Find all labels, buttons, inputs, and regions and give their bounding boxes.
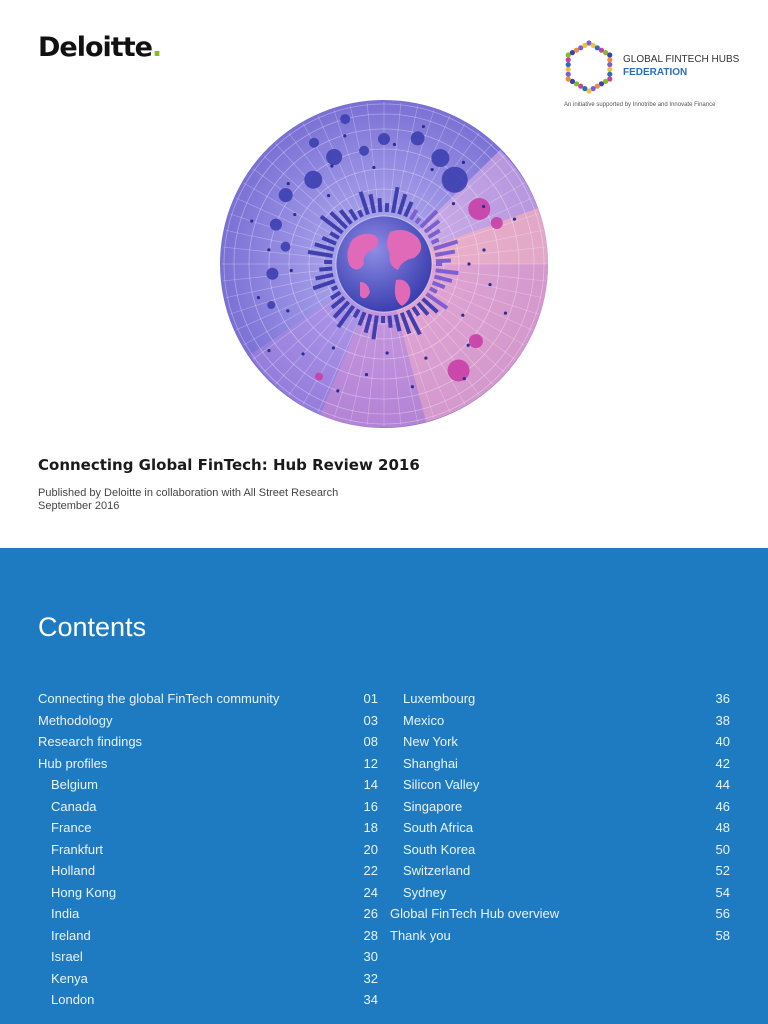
toc-item-label: Belgium (51, 777, 98, 792)
toc-item-label: Israel (51, 949, 83, 964)
toc-item-page: 58 (715, 927, 730, 943)
toc-item-page: 48 (715, 820, 730, 835)
partner-name-line2: FEDERATION (623, 67, 688, 78)
published-by: Published by Deloitte in collaboration with All Street Research (38, 487, 339, 499)
toc-item-page: 50 (715, 841, 730, 857)
toc-left-column (38, 688, 378, 1011)
toc-item-label: Frankfurt (51, 841, 104, 857)
toc-item-page: 08 (363, 734, 378, 749)
toc-item-page: 56 (715, 906, 730, 921)
publication-date: September 2016 (38, 500, 120, 512)
toc-item[interactable] (38, 753, 378, 775)
toc-item[interactable] (390, 817, 730, 839)
toc-item-label: Methodology (38, 712, 113, 728)
toc-item-page: 34 (363, 992, 378, 1007)
toc-item-page: 54 (715, 884, 730, 900)
toc-item-page: 32 (363, 970, 378, 986)
toc-item[interactable] (38, 989, 378, 1011)
toc-item[interactable] (38, 688, 378, 710)
toc-item-label: Sydney (403, 884, 447, 900)
toc-item-label: Research findings (38, 734, 143, 749)
toc-item-page: 16 (363, 798, 378, 814)
toc-item[interactable] (390, 753, 730, 775)
toc-item-label: France (51, 820, 92, 835)
toc-item-page: 52 (715, 863, 730, 878)
toc-item[interactable] (38, 839, 378, 861)
toc-item[interactable] (38, 796, 378, 818)
toc-item-page: 38 (715, 712, 730, 728)
toc-item-label: Mexico (403, 712, 445, 728)
logo-text: Deloitte (38, 32, 152, 63)
toc-item-label: Hub profiles (38, 755, 108, 771)
toc-item-label: Connecting the global FinTech community (38, 691, 280, 706)
toc-item-page: 26 (363, 906, 378, 921)
globe-illustration (220, 100, 548, 428)
toc-item[interactable] (38, 731, 378, 753)
toc-item[interactable] (390, 860, 730, 882)
toc-item[interactable] (38, 817, 378, 839)
toc-item[interactable] (38, 946, 378, 968)
toc-right-column (390, 688, 730, 946)
toc-item-page: 18 (363, 820, 378, 835)
toc-item-label: South Africa (403, 820, 474, 835)
contents-section (0, 548, 768, 1024)
toc-item-page: 46 (715, 798, 730, 814)
toc-item-label: London (51, 992, 95, 1007)
toc-item-page: 03 (363, 712, 378, 728)
publication-info (38, 487, 338, 513)
toc-item-label: Singapore (403, 798, 463, 814)
toc-item-label: Global FinTech Hub overview (390, 906, 560, 921)
fintech-hubs-federation-logo (560, 36, 740, 116)
toc-item[interactable] (390, 903, 730, 925)
toc-item-label: India (51, 906, 80, 921)
contents-heading: Contents (38, 612, 147, 642)
toc-item-page: 42 (715, 755, 730, 771)
toc-item[interactable] (38, 860, 378, 882)
toc-item-page: 24 (363, 884, 378, 900)
toc-item-label: Kenya (51, 970, 88, 986)
toc-item-page: 44 (715, 777, 730, 792)
toc-item-page: 30 (363, 949, 378, 964)
toc-item-label: Canada (51, 798, 97, 814)
partner-name-line1: GLOBAL FINTECH HUBS (623, 54, 740, 65)
toc-item-label: Switzerland (403, 863, 471, 878)
report-title: Connecting Global FinTech: Hub Review 2016 (38, 456, 420, 474)
toc-item-label: Silicon Valley (403, 777, 480, 792)
hexagon-logo-icon (560, 38, 618, 96)
logo-dot: . (151, 32, 162, 63)
toc-item[interactable] (390, 796, 730, 818)
deloitte-logo (38, 32, 161, 63)
toc-item-label: Holland (51, 863, 96, 878)
toc-item[interactable] (38, 968, 378, 990)
toc-item-label: South Korea (403, 841, 476, 857)
toc-item-label: Luxembourg (403, 691, 476, 706)
partner-tagline: An initiative supported by Innotribe and Innovate Finance (564, 102, 716, 108)
toc-item[interactable] (390, 688, 730, 710)
toc-item-label: Thank you (390, 927, 451, 943)
toc-item-page: 36 (715, 691, 730, 706)
toc-item-page: 12 (363, 755, 378, 771)
toc-item[interactable] (38, 925, 378, 947)
toc-item[interactable] (390, 731, 730, 753)
toc-item-page: 22 (363, 863, 378, 878)
toc-item-label: Shanghai (403, 755, 458, 771)
toc-item[interactable] (390, 882, 730, 904)
toc-item[interactable] (390, 774, 730, 796)
toc-item-page: 20 (363, 841, 378, 857)
toc-item[interactable] (390, 710, 730, 732)
toc-item[interactable] (390, 925, 730, 947)
toc-item-page: 14 (363, 777, 378, 792)
toc-item-page: 40 (715, 734, 730, 749)
toc-item-label: Hong Kong (51, 884, 117, 900)
toc-item-page: 28 (363, 927, 378, 943)
partner-name (623, 53, 739, 79)
toc-item[interactable] (38, 774, 378, 796)
toc-item-label: New York (403, 734, 458, 749)
toc-item-page: 01 (363, 691, 378, 706)
toc-item[interactable] (390, 839, 730, 861)
toc-item[interactable] (38, 882, 378, 904)
toc-item-label: Ireland (51, 927, 91, 943)
toc-item[interactable] (38, 710, 378, 732)
toc-item[interactable] (38, 903, 378, 925)
